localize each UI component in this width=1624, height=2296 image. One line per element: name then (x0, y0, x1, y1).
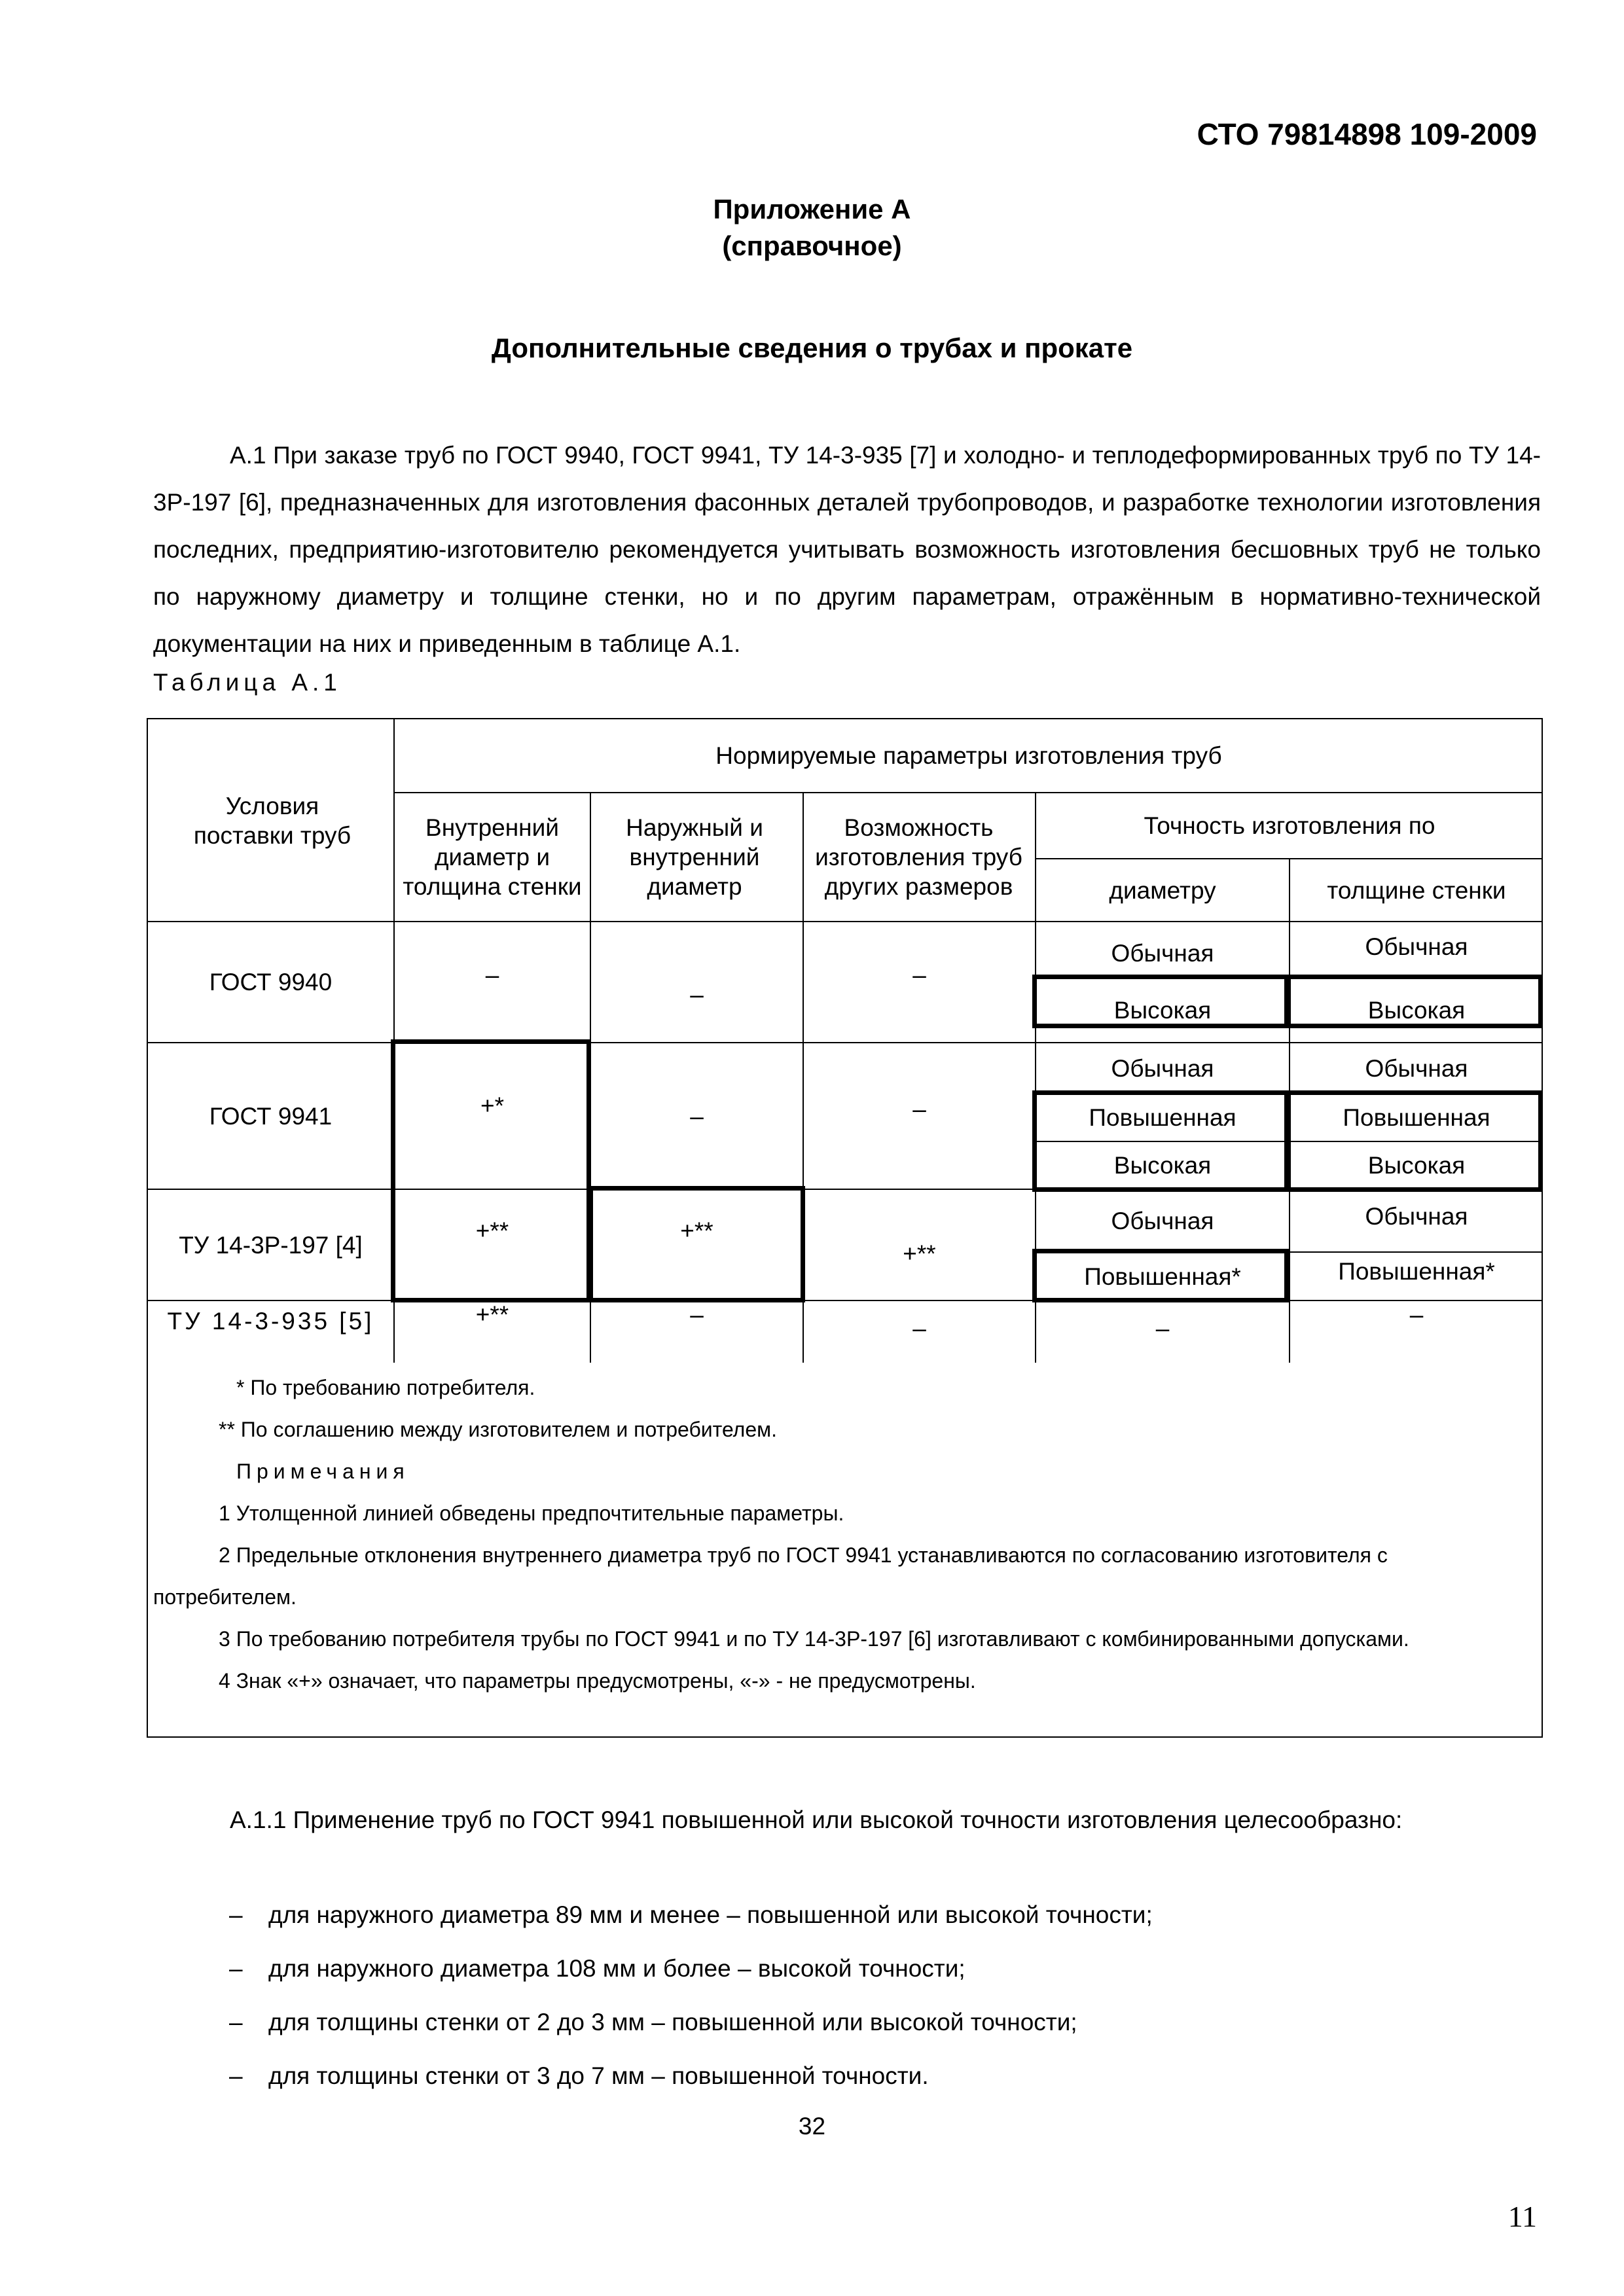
table-notes (153, 1367, 1534, 1702)
table-row-gost9941-wall-1: Обычная (1365, 1054, 1468, 1082)
table-row-tu197-other: +** (903, 1240, 936, 1267)
appendix-heading (0, 191, 1624, 264)
table-row-tu197-diam-1: Обычная (1111, 1207, 1214, 1234)
paragraph-a1 (153, 432, 1541, 668)
table-row-tu935-diam: – (1155, 1314, 1170, 1342)
appendix-title: Приложение А (713, 194, 911, 224)
header-other-sizes: Возможность изготовления труб других размеров (815, 814, 1022, 900)
appendix-subtitle: (справочное) (722, 230, 902, 261)
list-item: – для толщины стенки от 3 до 7 мм – повышенной точности. (229, 2062, 1153, 2116)
table-row-tu197-wall-1: Обычная (1365, 1202, 1468, 1230)
document-code: СТО 79814898 109-2009 (1197, 117, 1537, 151)
note-3: 3 По требованию потребителя трубы по ГОСТ 9941 и по ТУ 14-3Р-197 [6] изготавливают с комбинированными допусками. (219, 1627, 1409, 1651)
header-wall: толщине стенки (1327, 876, 1506, 904)
table-row-gost9941-diam-2: Повышенная (1089, 1104, 1236, 1131)
table-caption: Таблица А.1 (153, 669, 342, 696)
table-row-gost9941-condition: ГОСТ 9941 (209, 1102, 333, 1130)
bullet-dash: – (229, 1901, 243, 1928)
table-row-gost9940-diam-1: Обычная (1111, 939, 1214, 967)
table-row-tu935-condition: ТУ 14-3-935 [5] (167, 1307, 374, 1335)
sheet-number: 11 (1507, 2200, 1537, 2233)
paragraph-a1-text: А.1 При заказе труб по ГОСТ 9940, ГОСТ 9941, ТУ 14-3-935 [7] и холодно- и теплодеформированных труб по ТУ 14-3Р-197 [6], предназначенных для изготовления фасонных деталей трубопроводов, и разработке технологии изготовления последних, предприятию-изготовителю рекомендуется учитывать возможность изготовления бесшовных труб не только по наружному диаметру и толщине стенки, но и по другим параметрам, отражённым в нормативно-технической документации на них и приведенным в таблице А.1. (153, 442, 1541, 657)
header-precision: Точность изготовления по (1144, 812, 1435, 839)
note-4: 4 Знак «+» означает, что параметры предусмотрены, «-» - не предусмотрены. (219, 1669, 976, 1693)
bullet-dash: – (229, 2062, 243, 2089)
table-row-gost9941-outer: – (690, 1102, 704, 1130)
header-conditions: Условия поставки труб (193, 793, 352, 849)
header-diameter: диаметру (1109, 876, 1216, 904)
table-row-tu197-diam-2: Повышенная* (1084, 1263, 1241, 1290)
table-row-gost9940-inner: – (485, 961, 499, 988)
section-title: Дополнительные сведения о трубах и прокате (491, 332, 1133, 363)
bullet-dash: – (229, 1955, 243, 1982)
table-row-gost9941-wall-2: Повышенная (1343, 1104, 1490, 1131)
notes-title: Примечания (236, 1460, 410, 1483)
header-outer-inner-diameter: Наружный и внутренний диаметр (626, 814, 763, 900)
table-row-gost9940-outer: – (690, 980, 704, 1008)
paragraph-a11-text: А.1.1 Применение труб по ГОСТ 9941 повышенной или высокой точности изготовления целесообразно: (230, 1806, 1403, 1833)
table-row-gost9940-wall-1: Обычная (1365, 933, 1468, 960)
table-row-tu197-condition: ТУ 14-3Р-197 [4] (179, 1231, 363, 1259)
table-row-gost9940-diam-2: Высокая (1113, 997, 1212, 1024)
table-row-tu935-other: – (912, 1314, 926, 1342)
table-row-tu197-inner: +** (475, 1217, 509, 1244)
table-row-tu197-outer: +** (680, 1217, 713, 1244)
footnote-single-star: * По требованию потребителя. (236, 1376, 535, 1399)
note-2: 2 Предельные отклонения внутреннего диаметра труб по ГОСТ 9941 устанавливаются по согласованию изготовителя с потребителем. (153, 1543, 1388, 1609)
table-row-gost9940-other: – (912, 961, 926, 988)
bullet-dash: – (229, 2009, 243, 2036)
table-row-tu197-wall-2: Повышенная* (1338, 1258, 1495, 1285)
table-row-gost9940-condition: ГОСТ 9940 (209, 969, 333, 996)
header-inner-diameter-wall: Внутренний диаметр и толщина стенки (403, 814, 582, 900)
note-1: 1 Утолщенной линией обведены предпочтительные параметры. (219, 1501, 844, 1525)
bullet-list (229, 1901, 1153, 2116)
footnote-double-star: ** По соглашению между изготовителем и потребителем. (219, 1418, 778, 1441)
table-row-gost9941-diam-3: Высокая (1113, 1152, 1212, 1179)
table-row-tu935-wall: – (1409, 1300, 1424, 1328)
table-row-tu935-inner: +** (475, 1300, 509, 1328)
list-item: – для толщины стенки от 2 до 3 мм – повышенной или высокой точности; (229, 2009, 1153, 2062)
table-row-gost9941-wall-3: Высокая (1367, 1152, 1466, 1179)
table-row-tu935-outer: – (690, 1300, 704, 1328)
table-row-gost9941-other: – (912, 1095, 926, 1122)
list-item: – для наружного диаметра 89 мм и менее – повышенной или высокой точности; (229, 1901, 1153, 1955)
list-item: – для наружного диаметра 108 мм и более – высокой точности; (229, 1955, 1153, 2009)
paragraph-a11 (153, 1793, 1541, 1847)
page-number: 32 (798, 2113, 826, 2140)
table-row-gost9941-inner: +* (480, 1092, 504, 1119)
table-row-gost9941-diam-1: Обычная (1111, 1054, 1214, 1082)
header-group: Нормируемые параметры изготовления труб (715, 742, 1222, 769)
table-row-gost9940-wall-2: Высокая (1367, 997, 1466, 1024)
